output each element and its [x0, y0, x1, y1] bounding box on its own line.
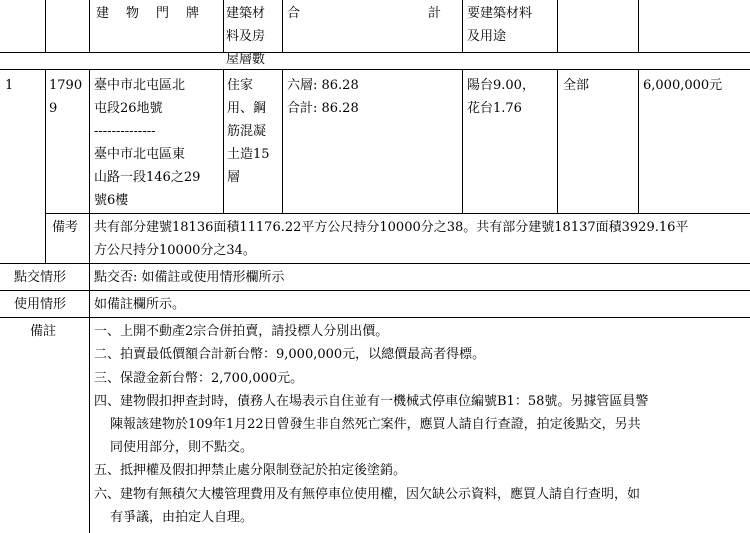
row-material-5: 層 — [227, 170, 241, 185]
row-address2-1: 臺中市北屯區東 — [94, 147, 186, 162]
vline-5b — [462, 69, 463, 213]
notes-label: 備註 — [30, 324, 57, 339]
vline-1 — [45, 0, 46, 52]
row-scope: 全部 — [563, 78, 590, 93]
row-price: 6,000,000元 — [643, 78, 723, 93]
header-material-3: 屋層數 — [226, 52, 266, 67]
note-4: 四、建物假扣押查封時，債務人在場表示自住並有一機械式停車位編號B1：58號。另據管區員警 — [94, 394, 649, 409]
note-2: 二、拍賣最低價額合計新台幣：9,000,000元，以總價最高者得標。 — [94, 347, 486, 362]
row-area-2: 合計: 86.28 — [287, 101, 359, 116]
vline-7b — [638, 69, 639, 213]
rule-header-bottom — [0, 52, 750, 53]
row-material-2: 用、鋼 — [227, 101, 267, 116]
row-material-1: 住家 — [227, 78, 254, 93]
handover-value: 點交否: 如備註或使用情形欄所示 — [94, 270, 285, 285]
row-address2-2: 山路一段146之29 — [94, 170, 201, 185]
vline-5 — [462, 0, 463, 52]
row-area-1: 六層: 86.28 — [287, 78, 359, 93]
note-6-cont: 有爭議，由拍定人自理。 — [110, 510, 254, 525]
rule-usage-bottom — [0, 317, 750, 318]
rule-handover-bottom — [0, 290, 750, 291]
note-6: 六、建物有無積欠大樓管理費用及有無停車位使用權，因欠缺公示資料，應買人請自行查明，如 — [94, 487, 641, 502]
header-attached-2: 及用途 — [467, 29, 507, 44]
remarks-label: 備考 — [52, 220, 79, 235]
note-3: 三、保證金新台幣：2,700,000元。 — [94, 371, 304, 386]
row-separator: -------------- — [94, 124, 156, 139]
note-1: 一、上開不動產2宗合併拍賣，請投標人分別出價。 — [94, 324, 389, 339]
vline-3 — [223, 0, 224, 52]
row-address1-1: 臺中市北屯區北 — [94, 78, 186, 93]
vline-6b — [557, 69, 558, 213]
row-build-no-2: 9 — [49, 101, 58, 116]
usage-label: 使用情形 — [14, 297, 67, 312]
note-5: 五、抵押權及假扣押禁止處分限制登記於拍定後塗銷。 — [94, 463, 407, 478]
row-build-no-1: 1790 — [49, 78, 83, 93]
note-4-cont-1: 陳報該建物於109年1月22日曾發生非自然死亡案件，應買人請自行查證，拍定後點交，另共 — [110, 417, 641, 432]
row-no: 1 — [5, 78, 14, 93]
vline-3b — [223, 69, 224, 213]
header-attached-1: 要建築材料 — [467, 6, 533, 21]
remarks-line-2: 方公尺持分10000分之34。 — [94, 243, 256, 258]
header-material-1: 建築材 — [226, 6, 266, 21]
row-attached-2: 花台1.76 — [467, 101, 522, 116]
row-material-4: 土造15 — [227, 147, 270, 162]
row-material-3: 筋混凝 — [227, 124, 267, 139]
header-total: 合 — [287, 6, 301, 21]
remarks-line-1: 共有部分建號18136面積11176.22平方公尺持分10000分之38。共有部分建號18137面積3929.16平 — [94, 220, 689, 235]
header-address: 建 物 門 牌 — [96, 6, 202, 21]
rule-row-bottom — [45, 213, 750, 214]
vline-2 — [89, 0, 90, 52]
usage-value: 如備註欄所示。 — [94, 297, 186, 312]
vline-1b — [45, 69, 46, 263]
note-4-cont-2: 同使用部分，則不點交。 — [110, 440, 254, 455]
header-total-2: 計 — [428, 6, 442, 21]
vline-4 — [282, 0, 283, 52]
vline-2b — [89, 69, 90, 533]
row-attached-1: 陽台9.00， — [467, 78, 535, 93]
handover-label: 點交情形 — [14, 270, 67, 285]
vline-4b — [282, 69, 283, 213]
row-address1-2: 屯段26地號 — [94, 101, 163, 116]
vline-7 — [638, 0, 639, 52]
vline-6 — [557, 0, 558, 52]
header-material-2: 料及房 — [226, 29, 266, 44]
rule-remarks-bottom — [0, 263, 750, 264]
row-address2-3: 號6樓 — [94, 193, 129, 208]
